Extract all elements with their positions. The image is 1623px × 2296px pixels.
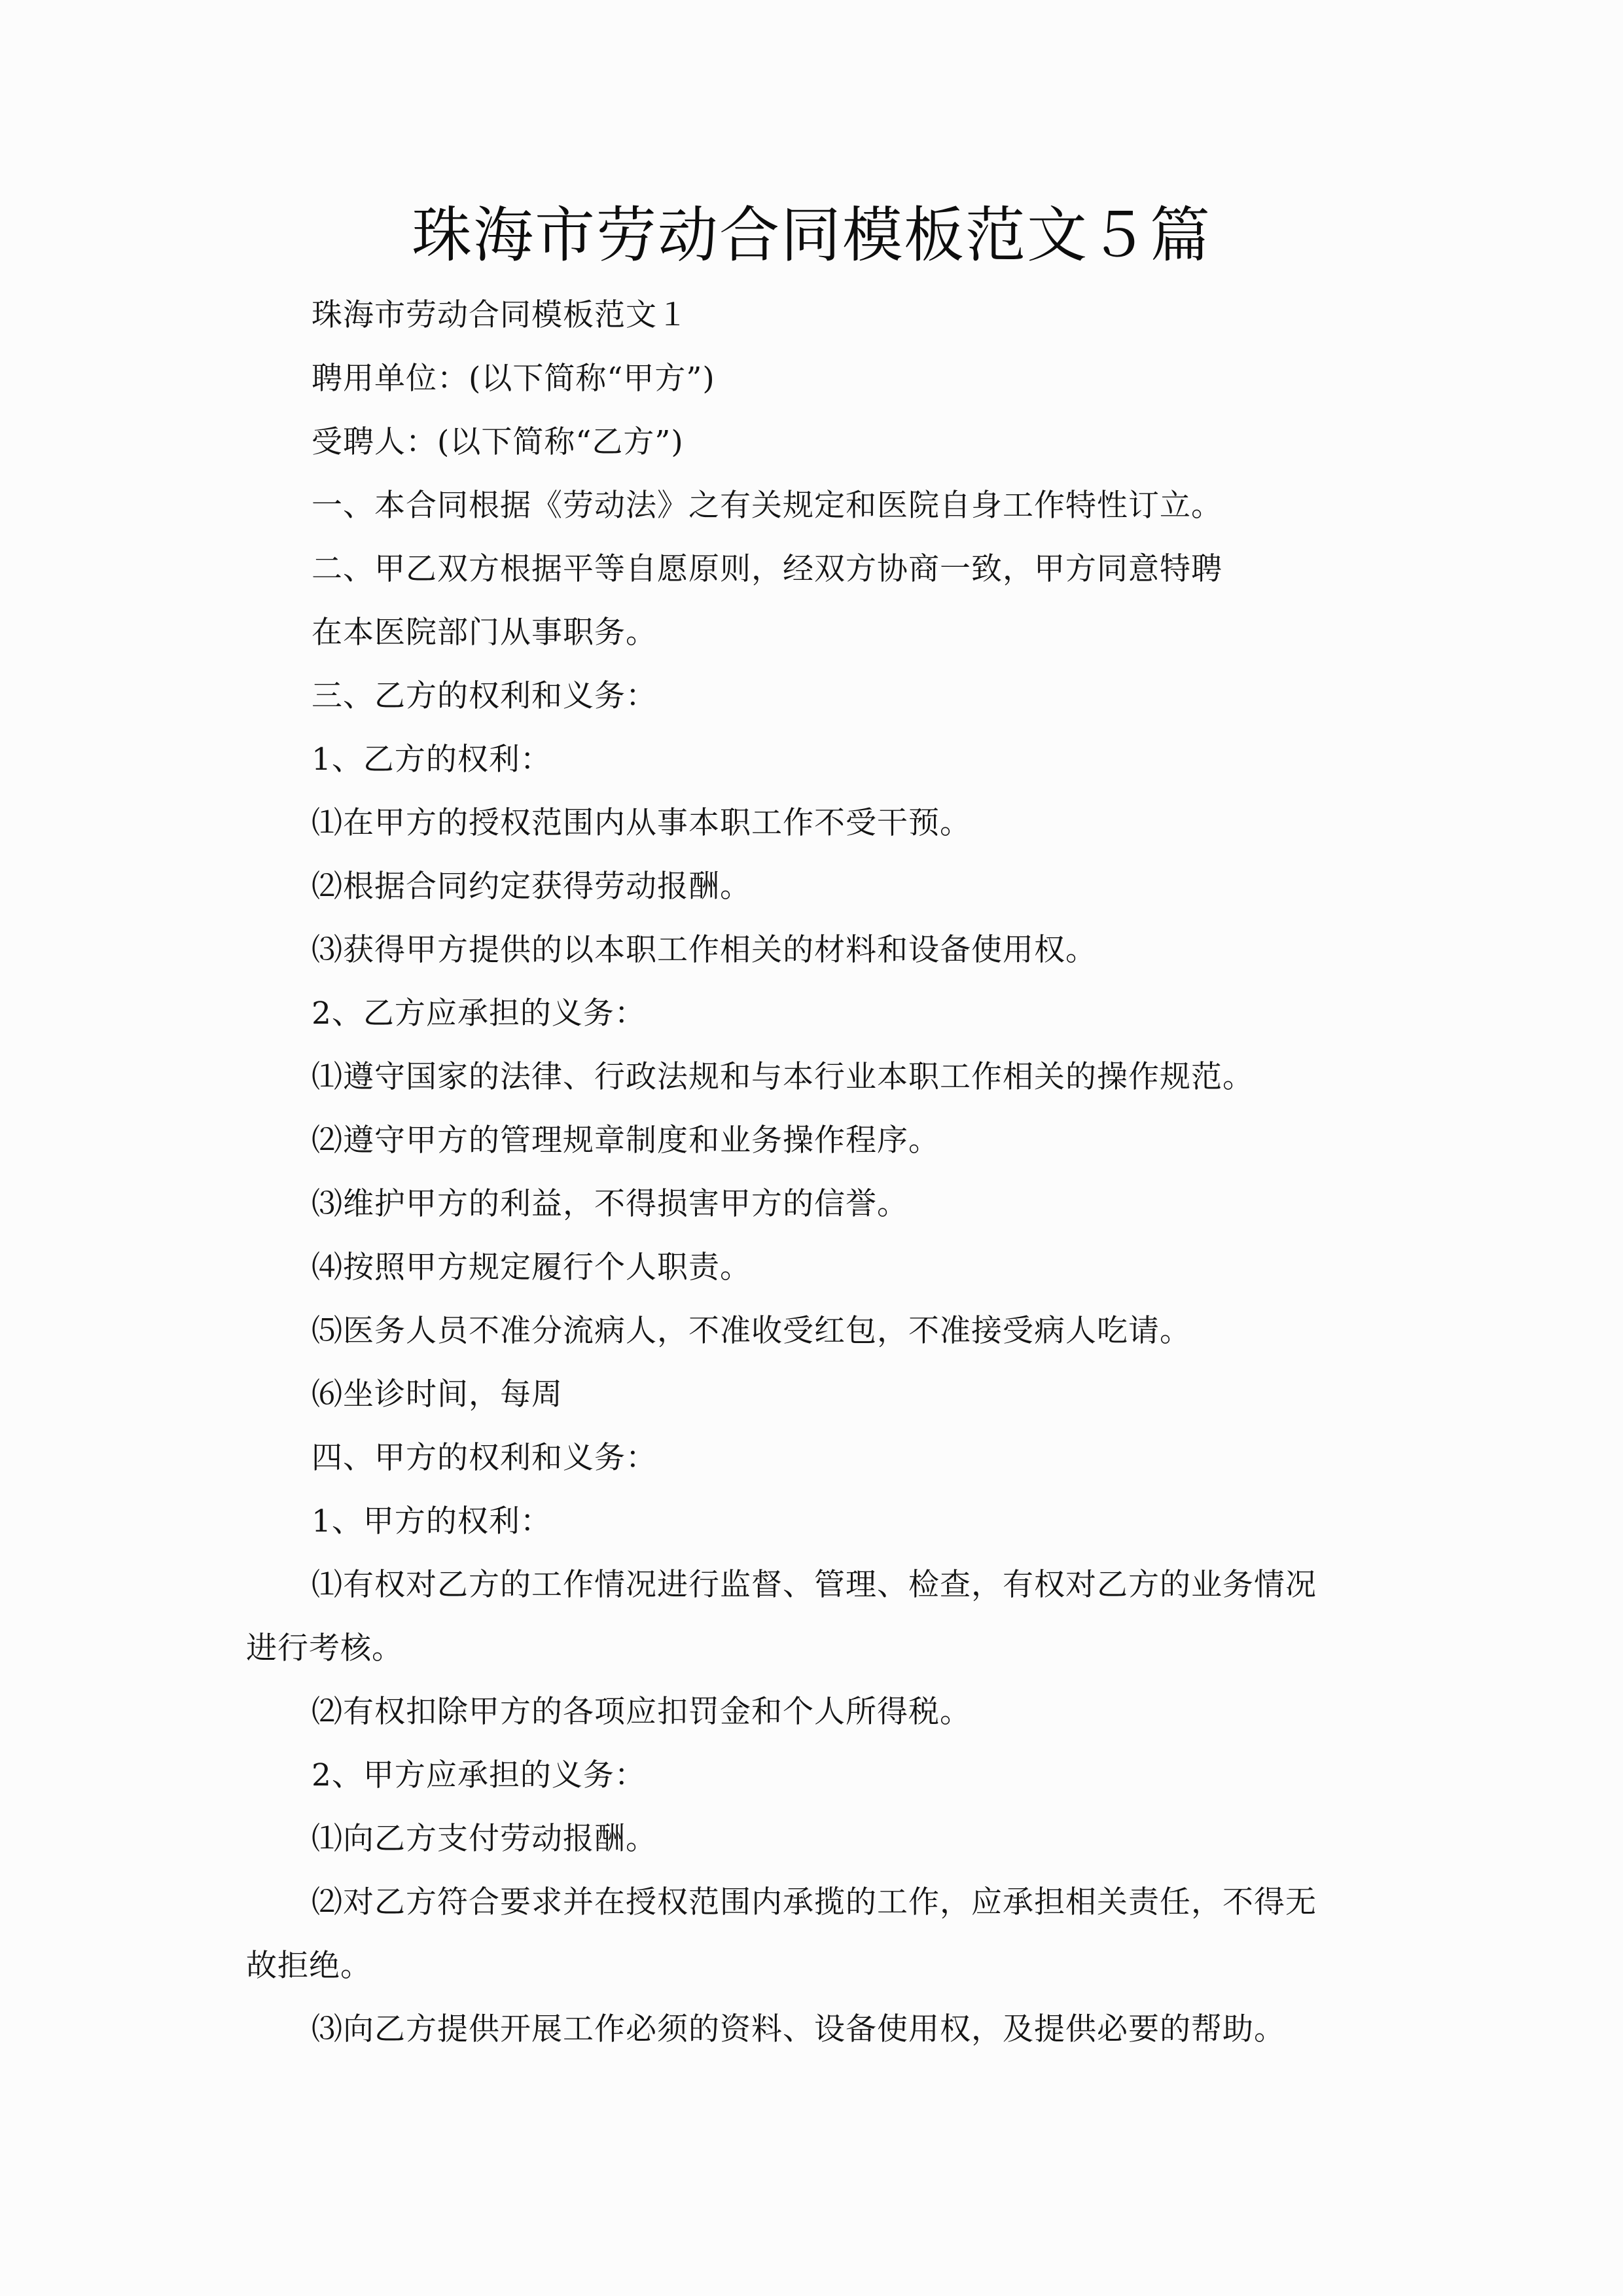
party-a-right-1: ⑴有权对乙方的工作情况进行监督、管理、检查，有权对乙方的业务情况 bbox=[312, 1567, 1317, 1603]
party-b-duties-heading: 2、乙方应承担的义务： bbox=[312, 996, 646, 1031]
party-b-right-1: ⑴在甲方的授权范围内从事本职工作不受干预。 bbox=[312, 805, 971, 841]
party-a-rights-heading: 1、甲方的权利： bbox=[312, 1503, 552, 1539]
section-heading-contract-1: 珠海市劳动合同模板范文１ bbox=[312, 297, 688, 333]
party-b-duty-5: ⑸医务人员不准分流病人，不准收受红包，不准接受病人吃请。 bbox=[312, 1313, 1191, 1349]
party-b-right-3: ⑶获得甲方提供的以本职工作相关的材料和设备使用权。 bbox=[312, 932, 1097, 968]
clause-2-continued: 在本医院部门从事职务。 bbox=[312, 615, 657, 651]
party-b-rights-heading: 1、乙方的权利： bbox=[312, 742, 552, 778]
clause-4-heading: 四、甲方的权利和义务： bbox=[312, 1440, 657, 1476]
party-b-right-2: ⑵根据合同约定获得劳动报酬。 bbox=[312, 869, 751, 905]
clause-3-heading: 三、乙方的权利和义务： bbox=[312, 678, 657, 714]
employer-line: 聘用单位：(以下简称“甲方”) bbox=[312, 361, 715, 397]
party-a-right-2: ⑵有权扣除甲方的各项应扣罚金和个人所得税。 bbox=[312, 1694, 971, 1730]
party-a-duty-2: ⑵对乙方符合要求并在授权范围内承揽的工作，应承担相关责任，不得无 bbox=[312, 1884, 1317, 1920]
party-a-duty-1: ⑴向乙方支付劳动报酬。 bbox=[312, 1821, 657, 1857]
party-b-duty-6: ⑹坐诊时间，每周 bbox=[312, 1376, 563, 1412]
party-a-duty-2-continued: 故拒绝。 bbox=[246, 1948, 372, 1984]
party-b-duty-3: ⑶维护甲方的利益，不得损害甲方的信誉。 bbox=[312, 1186, 908, 1222]
party-a-right-1-continued: 进行考核。 bbox=[246, 1630, 403, 1666]
party-b-duty-2: ⑵遵守甲方的管理规章制度和业务操作程序。 bbox=[312, 1122, 940, 1158]
employee-line: 受聘人：(以下简称“乙方”) bbox=[312, 424, 684, 460]
party-a-duties-heading: 2、甲方应承担的义务： bbox=[312, 1757, 646, 1793]
clause-1: 一、本合同根据《劳动法》之有关规定和医院自身工作特性订立。 bbox=[312, 488, 1222, 524]
party-b-duty-1: ⑴遵守国家的法律、行政法规和与本行业本职工作相关的操作规范。 bbox=[312, 1059, 1254, 1095]
document-title: 珠海市劳动合同模板范文５篇 bbox=[411, 200, 1211, 270]
party-b-duty-4: ⑷按照甲方规定履行个人职责。 bbox=[312, 1249, 751, 1285]
clause-2: 二、甲乙双方根据平等自愿原则，经双方协商一致，甲方同意特聘 bbox=[312, 551, 1222, 587]
party-a-duty-3: ⑶向乙方提供开展工作必须的资料、设备使用权，及提供必要的帮助。 bbox=[312, 2011, 1285, 2047]
